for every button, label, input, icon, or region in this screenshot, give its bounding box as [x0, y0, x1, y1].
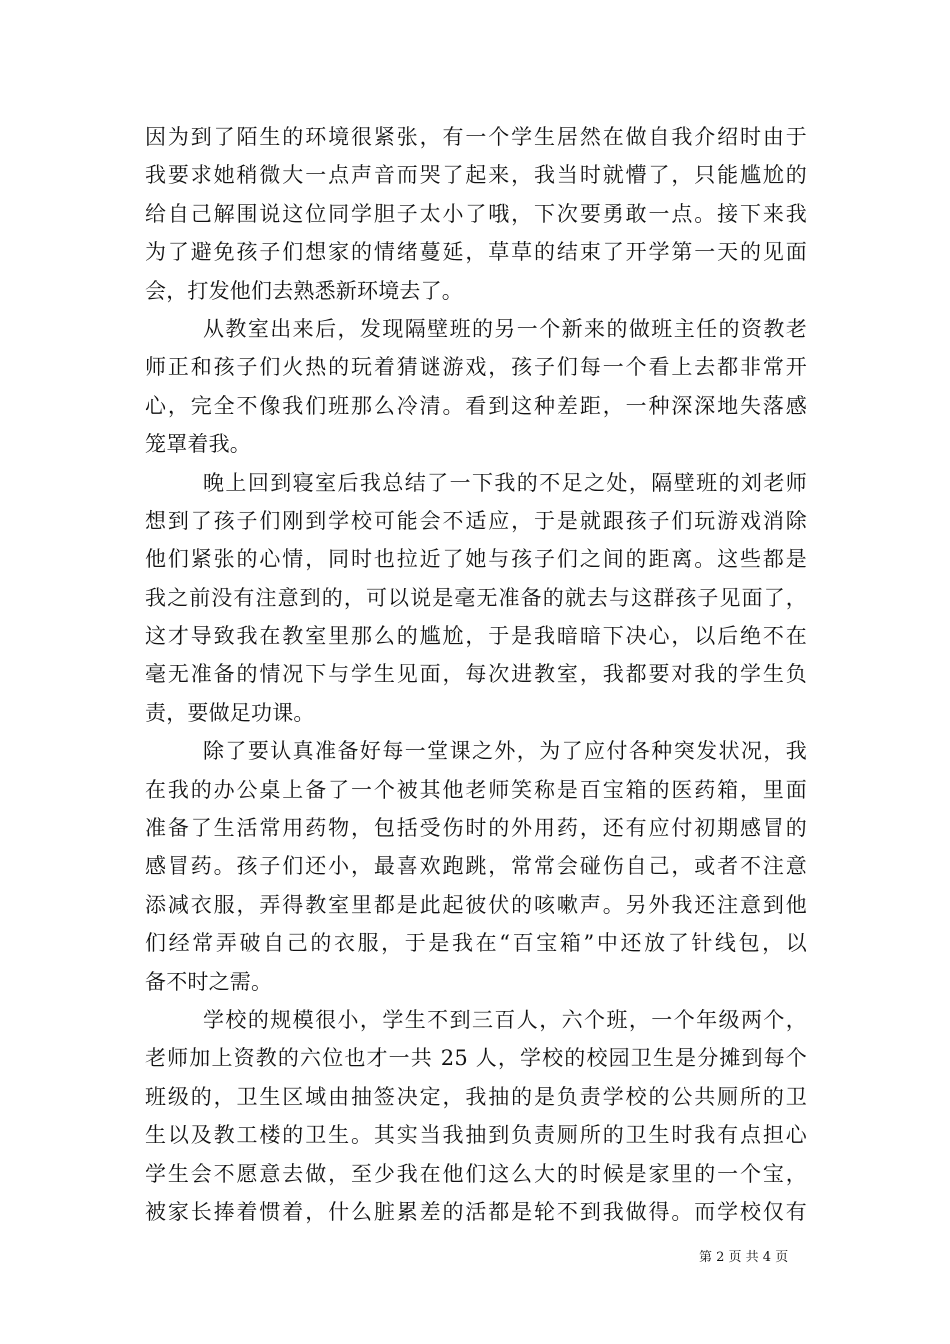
text-line: 心，完全不像我们班那么冷清。看到这种差距，一种深深地失落感 [145, 393, 807, 418]
text-line: 责，要做足功课。 [145, 700, 315, 725]
body-text [145, 118, 807, 1231]
text-line: 从教室出来后，发现隔壁班的另一个新来的做班主任的资教老 [203, 316, 807, 341]
text-line: 们经常弄破自己的衣服，于是我在“百宝箱”中还放了针线包，以 [145, 931, 807, 956]
text-line: 除了要认真准备好每一堂课之外，为了应付各种突发状况，我 [203, 739, 807, 764]
text-line: 想到了孩子们刚到学校可能会不适应，于是就跟孩子们玩游戏消除 [145, 508, 807, 533]
text-line: 学生会不愿意去做，至少我在他们这么大的时候是家里的一个宝， [145, 1161, 807, 1186]
text-line: 添减衣服，弄得教室里都是此起彼伏的咳嗽声。另外我还注意到他 [145, 892, 807, 917]
text-line: 被家长捧着惯着，什么脏累差的活都是轮不到我做得。而学校仅有 [145, 1199, 807, 1224]
text-line: 为了避免孩子们想家的情绪蔓延，草草的结束了开学第一天的见面 [145, 240, 807, 265]
text-line: 师正和孩子们火热的玩着猜谜游戏，孩子们每一个看上去都非常开 [145, 355, 807, 380]
text-line: 晚上回到寝室后我总结了一下我的不足之处，隔壁班的刘老师 [203, 470, 807, 495]
text-line: 备不时之需。 [145, 969, 273, 994]
text-line: 感冒药。孩子们还小，最喜欢跑跳，常常会碰伤自己，或者不注意 [145, 854, 807, 879]
text-line: 给自己解围说这位同学胆子太小了哦，下次要勇敢一点。接下来我 [145, 201, 807, 226]
text-line: 生以及教工楼的卫生。其实当我抽到负责厕所的卫生时我有点担心 [145, 1123, 807, 1148]
text-line: 这才导致我在教室里那么的尴尬，于是我暗暗下决心，以后绝不在 [145, 624, 807, 649]
text-line: 准备了生活常用药物，包括受伤时的外用药，还有应付初期感冒的 [145, 816, 807, 841]
page-number-footer: 第 2 页 共 4 页 [699, 1250, 789, 1265]
text-line: 在我的办公桌上备了一个被其他老师笑称是百宝箱的医药箱，里面 [145, 777, 807, 802]
text-line: 笼罩着我。 [145, 432, 251, 457]
text-line: 我要求她稍微大一点声音而哭了起来，我当时就懵了，只能尴尬的 [145, 163, 807, 188]
text-line: 会，打发他们去熟悉新环境去了。 [145, 278, 463, 303]
text-line: 班级的，卫生区域由抽签决定，我抽的是负责学校的公共厕所的卫 [145, 1084, 807, 1109]
text-line: 学校的规模很小，学生不到三百人，六个班，一个年级两个， [203, 1007, 807, 1032]
text-line: 毫无准备的情况下与学生见面，每次进教室，我都要对我的学生负 [145, 662, 807, 687]
text-line: 我之前没有注意到的，可以说是毫无准备的就去与这群孩子见面了， [145, 585, 807, 610]
text-line: 老师加上资教的六位也才一共 25 人，学校的校园卫生是分摊到每个 [145, 1046, 807, 1071]
text-line: 他们紧张的心情，同时也拉近了她与孩子们之间的距离。这些都是 [145, 547, 807, 572]
text-line: 因为到了陌生的环境很紧张，有一个学生居然在做自我介绍时由于 [145, 125, 807, 149]
